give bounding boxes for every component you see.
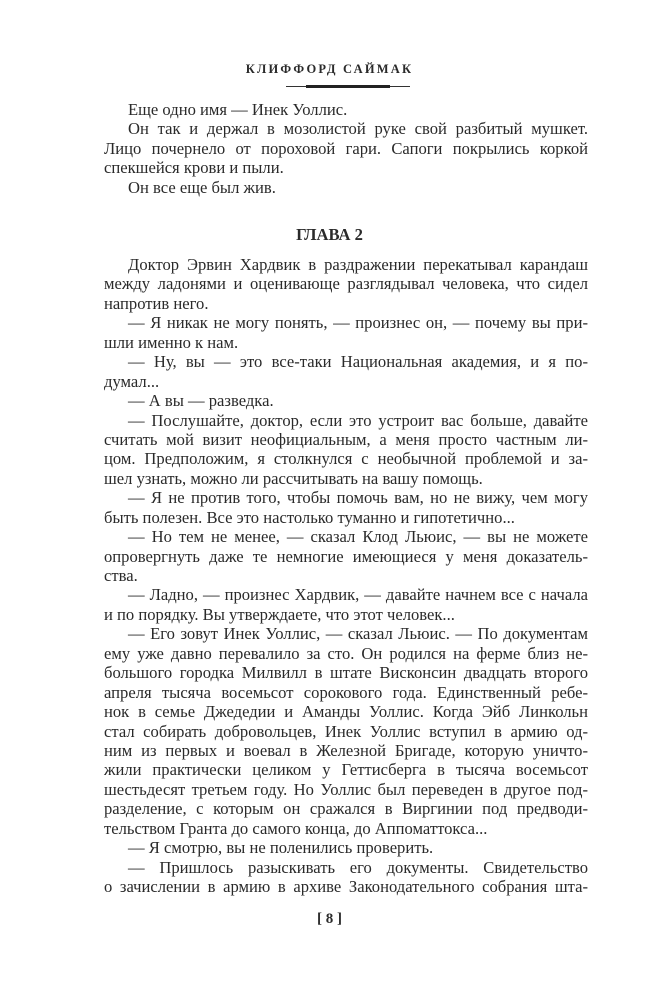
text-line: стал собирать добровольцев, Инек Уоллис вступил в армию од-	[104, 721, 588, 741]
paragraph	[104, 391, 588, 410]
paragraph	[104, 352, 588, 391]
text-line: ства.	[104, 566, 138, 585]
text-line: — Пришлось разыскивать его документы. Свидетельство	[128, 857, 588, 877]
text-line: тельством Гранта до самого конца, до Аппоматтокса...	[104, 818, 488, 838]
text-line: Еще одно имя — Инек Уоллис.	[128, 100, 348, 119]
text-line: нок в семье Джедедии и Аманды Уоллис. Когда Эйб Линкольн	[104, 702, 588, 722]
chapter-title: ГЛАВА 2	[296, 225, 363, 244]
paragraph	[104, 255, 588, 313]
text-line: — А вы — разведка.	[128, 391, 274, 411]
text-line: жили практически целиком у Геттисберга в тысяча восемьсот	[104, 760, 588, 780]
text-line: быть полезен. Все это настолько туманно и гипотетично...	[104, 507, 515, 527]
text-line: большого городка Милвилл в штате Висконсин двадцать второго	[104, 663, 588, 683]
text-line: и по порядку. Вы утверждаете, что этот человек...	[104, 604, 455, 624]
text-line: — Ладно, — произнес Хардвик, — давайте начнем все с начала	[128, 585, 588, 605]
running-header-author: КЛИФФОРД САЙМАК	[245, 62, 414, 76]
paragraph	[104, 100, 588, 119]
text-line: апреля тысяча восемьсот сорокового года. Единственный ребе-	[104, 682, 588, 702]
text-line: — Ну, вы — это все-таки Национальная академия, и я по-	[128, 352, 588, 372]
text-line: Доктор Эрвин Хардвик в раздражении перекатывал карандаш	[128, 255, 588, 274]
text-line: напротив него.	[104, 293, 209, 313]
text-line: думал...	[104, 371, 160, 391]
paragraph	[104, 488, 588, 527]
text-line: опровергнуть даже те немногие имеющиеся у меня доказатель-	[104, 546, 588, 566]
text-line: спекшейся крови и пыли.	[104, 158, 284, 178]
text-line: шли именно к нам.	[104, 332, 239, 352]
text-line: шестьдесят третьем году. Но Уоллис был переведен в другое под-	[104, 779, 588, 799]
text-line: шел узнать, можно ли рассчитывать на вашу помощь.	[104, 468, 483, 488]
header-rule-accent	[306, 85, 390, 88]
text-line: — Я никак не могу понять, — произнес он, — почему вы при-	[128, 313, 588, 333]
text-line: между ладонями и оценивающе разглядывал человека, что сидел	[104, 274, 588, 294]
paragraph	[104, 527, 588, 585]
paragraph	[104, 178, 588, 197]
paragraph	[104, 119, 588, 177]
text-line: — Но тем не менее, — сказал Клод Льюис, — вы не можете	[128, 527, 588, 547]
chapter-text	[104, 255, 588, 896]
paragraph	[104, 313, 588, 352]
paragraph	[104, 838, 588, 857]
text-line: Лицо почернело от пороховой гари. Сапоги покрылись коркой	[104, 138, 588, 158]
page-number: [ 8 ]	[317, 911, 342, 927]
paragraph	[104, 411, 588, 489]
text-line: — Я смотрю, вы не поленились проверить.	[128, 838, 434, 858]
text-line: разделение, с которым он сражался в Виргинии под предводи-	[104, 799, 588, 819]
text-line: — Послушайте, доктор, если это устроит вас больше, давайте	[128, 410, 588, 430]
text-line: ним из первых и воевал в Железной Бригаде, которую уничто-	[104, 740, 588, 760]
paragraph	[104, 585, 588, 624]
text-line: считать мой визит неофициальным, а меня просто частным ли-	[104, 429, 588, 449]
text-line: ему уже давно перевалило за сто. Он родился на ферме близ не-	[104, 643, 588, 663]
text-line: Он так и держал в мозолистой руке свой разбитый мушкет.	[128, 119, 588, 139]
text-line: о зачислении в армию в архиве Законодательного собрания шта-	[104, 877, 588, 896]
text-line: — Его зовут Инек Уоллис, — сказал Льюис. — По документам	[128, 624, 588, 644]
text-line: цом. Предположим, я столкнулся с необычной проблемой и за-	[104, 449, 588, 469]
paragraph	[104, 858, 588, 897]
intro-text	[104, 100, 588, 197]
paragraph	[104, 624, 588, 838]
text-line: — Я не против того, чтобы помочь вам, но не вижу, чем могу	[128, 488, 588, 508]
text-line: Он все еще был жив.	[128, 177, 276, 197]
